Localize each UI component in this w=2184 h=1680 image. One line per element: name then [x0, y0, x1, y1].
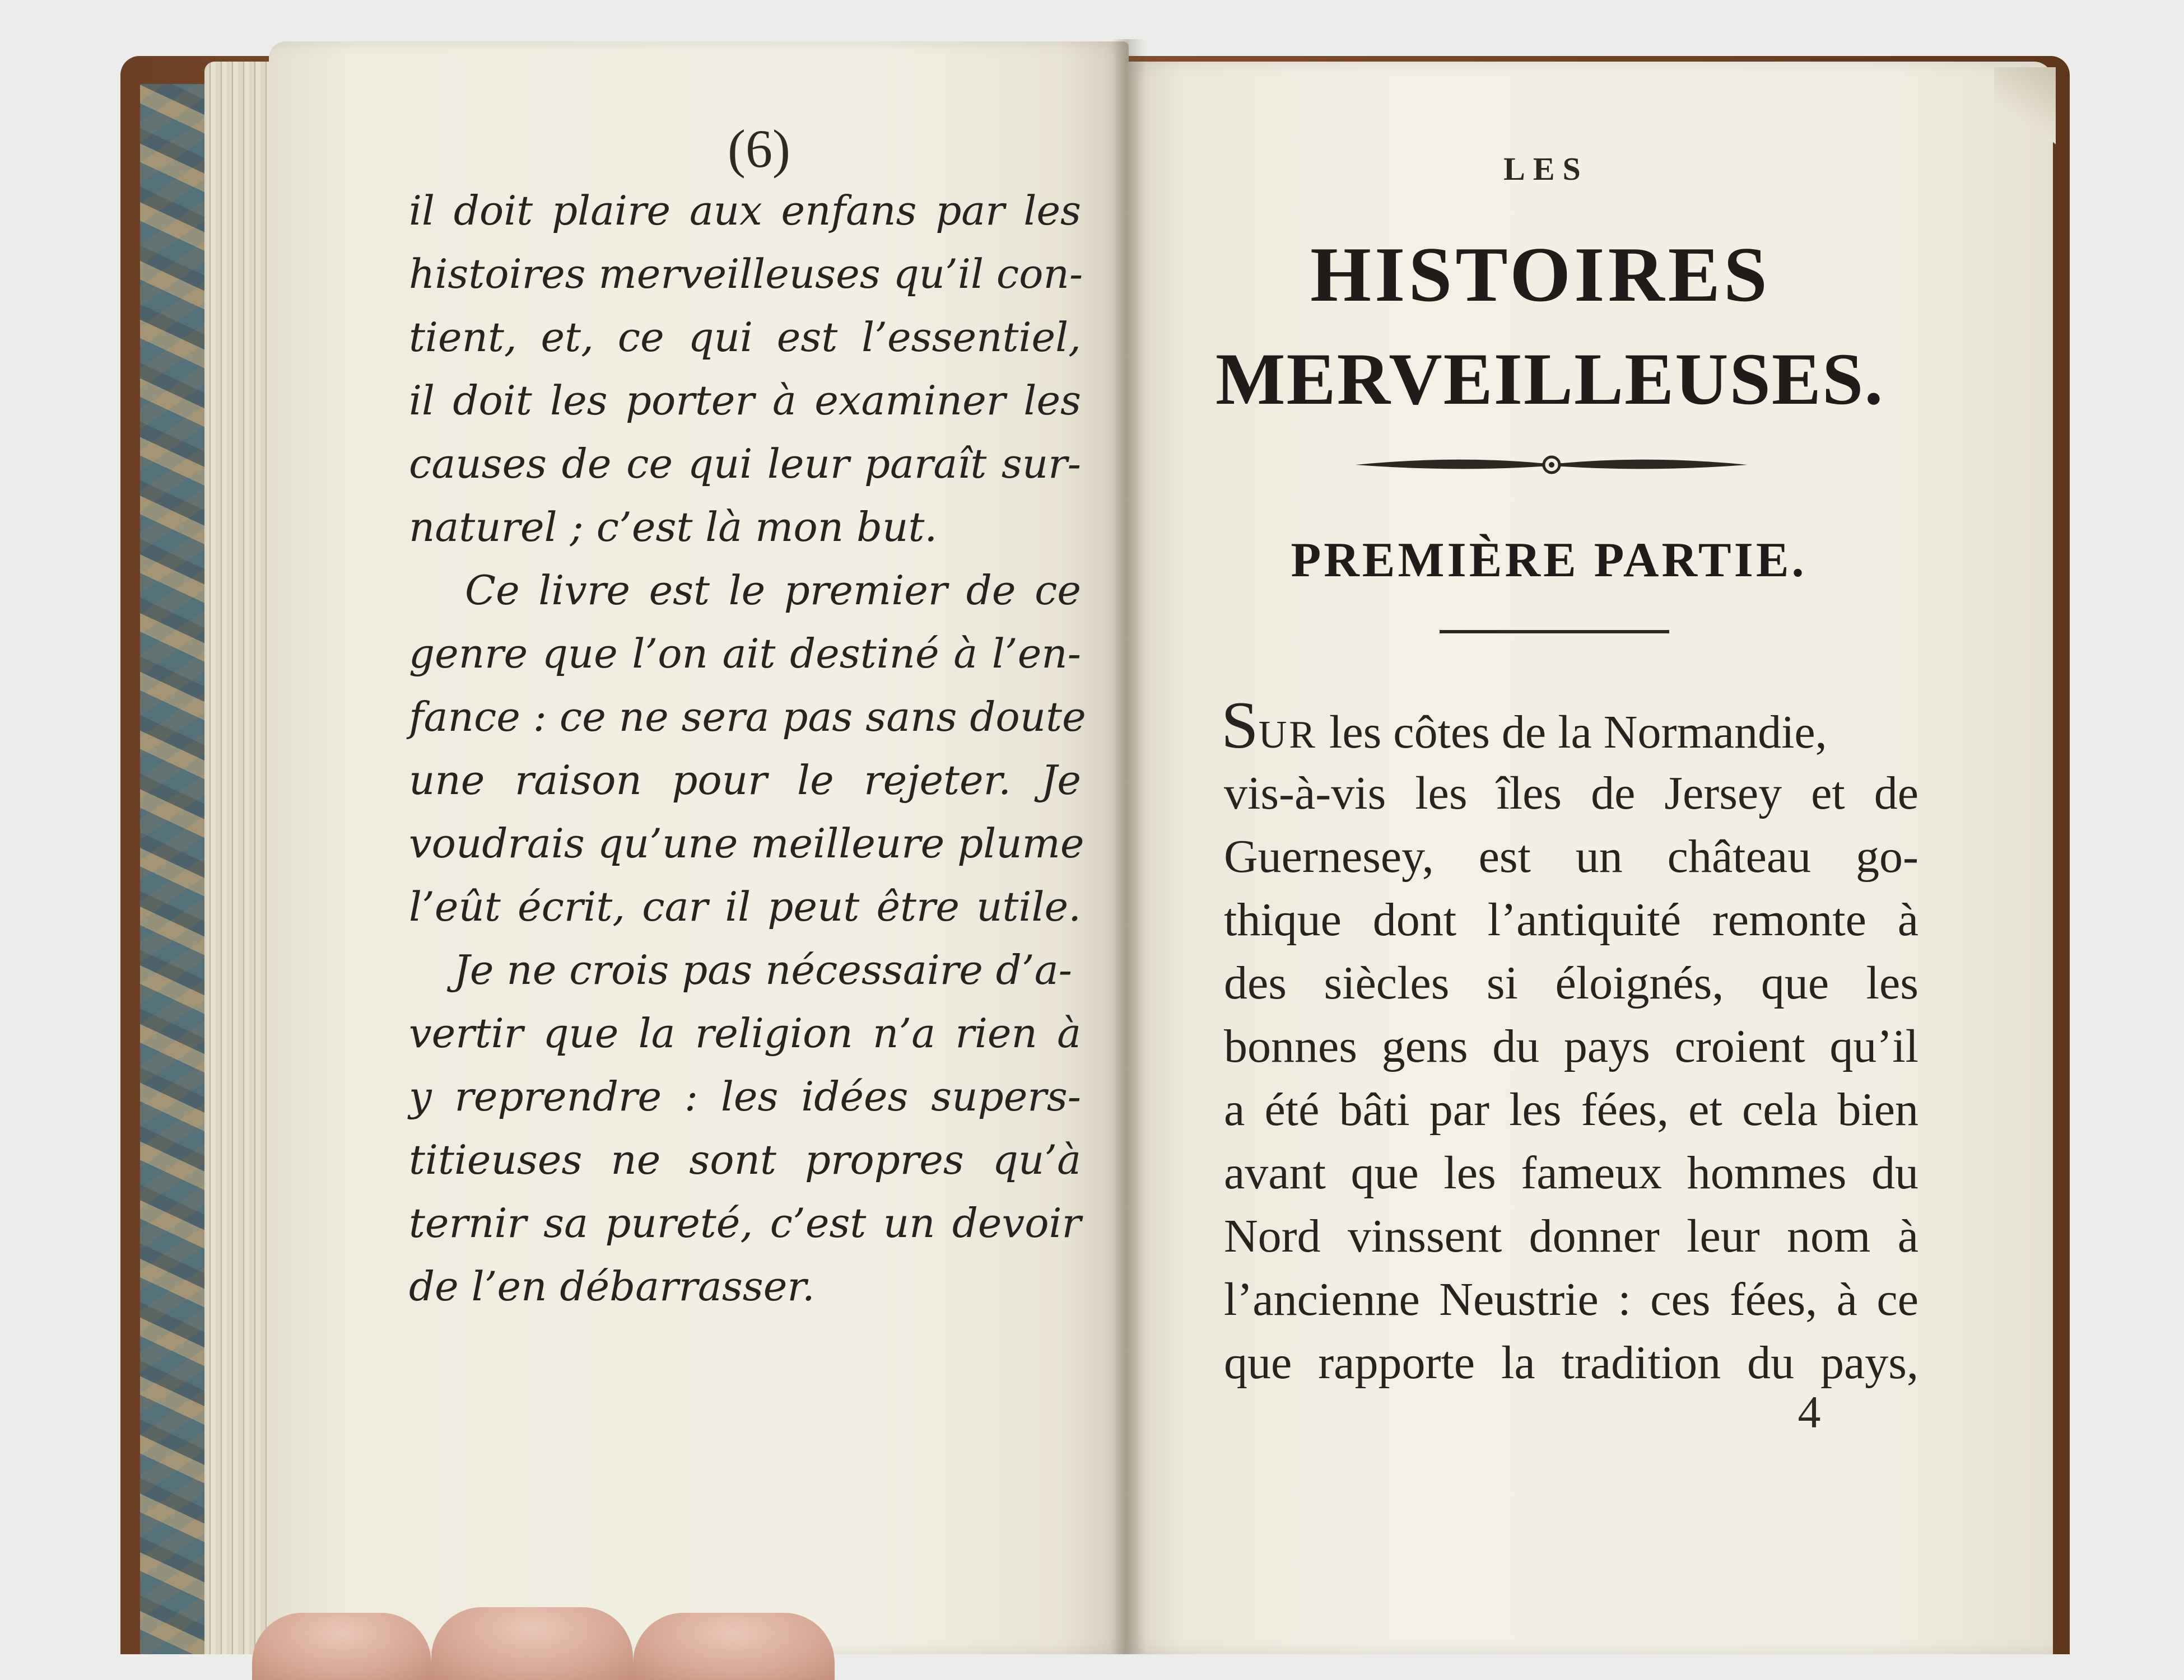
left-text-line: Ce livre est le premier de ce [465, 567, 1081, 614]
page-number: (6) [728, 119, 790, 179]
left-text-line: vertir que la religion n’a rien à [409, 1010, 1081, 1057]
finger [633, 1613, 835, 1680]
left-text-line: titieuses ne sont propres qu’à [409, 1136, 1081, 1183]
left-text-line: genre que l’on ait destiné à l’en- [409, 630, 1081, 677]
right-text-line: Guernesey, est un château go- [1224, 830, 1918, 883]
left-text-line: il doit plaire aux enfans par les [409, 187, 1081, 234]
opening-line-text: les côtes de la Normandie, [1317, 706, 1827, 758]
left-text-line: une raison pour le rejeter. Je [409, 757, 1081, 804]
left-text-line: causes de ce qui leur paraît sur- [409, 440, 1081, 487]
marbled-page-edge [140, 84, 207, 1654]
left-text-line: Je ne crois pas nécessaire d’a- [454, 946, 1072, 993]
left-text-line: naturel ; c’est là mon but. [409, 503, 938, 550]
small-caps: UR [1258, 713, 1317, 757]
right-text-line: a été bâti par les fées, et cela bien [1224, 1084, 1918, 1136]
title-line-1: HISTOIRES [1310, 231, 1771, 318]
left-text-line: il doit les porter à examiner les [409, 377, 1081, 424]
page-corner-fold [1994, 67, 2056, 151]
title-line-2: MERVEILLEUSES. [1216, 338, 1884, 420]
heading-rule [1440, 630, 1669, 633]
finger [252, 1613, 431, 1680]
right-text-line: vis-à-vis les îles de Jersey et de [1224, 767, 1918, 819]
left-text-line: fance : ce ne sera pas sans doute [409, 693, 1086, 740]
opening-line [1221, 688, 1916, 762]
running-head: LES [1503, 151, 1589, 187]
book-gutter [1112, 39, 1145, 1654]
left-text-line: tient, et, ce qui est l’essentiel, [409, 314, 1081, 361]
right-text-line: avant que les fameux hommes du [1224, 1147, 1918, 1199]
section-heading: PREMIÈRE PARTIE. [1291, 533, 1807, 587]
finger [431, 1607, 633, 1680]
left-text-line: l’eût écrit, car il peut être utile. [409, 883, 1081, 930]
left-text-line: y reprendre : les idées supers- [409, 1073, 1081, 1120]
right-text-line: thique dont l’antiquité remonte à [1224, 894, 1918, 946]
right-text-line: bonnes gens du pays croient qu’il [1224, 1020, 1918, 1072]
left-text-line: voudrais qu’une meilleure plume [409, 820, 1084, 867]
left-text-line: ternir sa pureté, c’est un devoir [409, 1200, 1081, 1247]
right-text-line: des siècles si éloignés, que les [1224, 957, 1918, 1009]
right-text-line: Nord vinssent donner leur nom à [1224, 1210, 1918, 1262]
right-text-line: que rapporte la tradition du pays, [1224, 1337, 1918, 1389]
right-text-line: l’ancienne Neustrie : ces fées, à ce [1224, 1273, 1918, 1326]
signature-mark: 4 [1798, 1387, 1821, 1438]
left-text-line: histoires merveilleuses qu’il con- [409, 250, 1083, 297]
ornament-divider [1356, 451, 1748, 479]
left-text-line: de l’en débarrasser. [409, 1263, 815, 1310]
drop-cap: S [1221, 688, 1259, 762]
